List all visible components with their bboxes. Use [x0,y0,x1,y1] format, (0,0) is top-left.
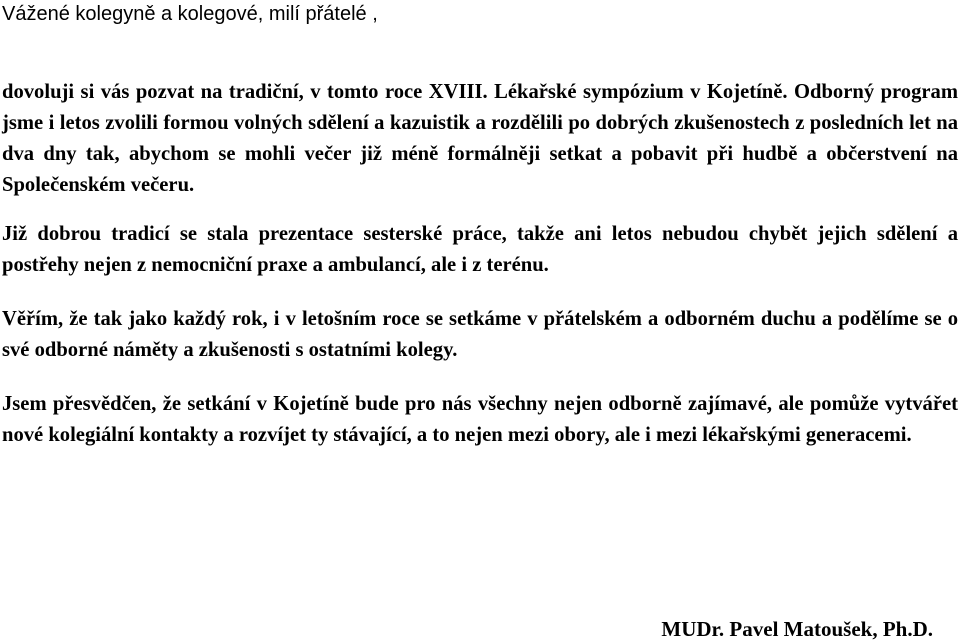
paragraph-nursing: Již dobrou tradicí se stala prezentace sesterské práce, takže ani letos nebudou chybět jejich sdělení a postřehy nejen z nemocniční praxe a ambulancí, ale i z terénu. [2,223,958,276]
signature: MUDr. Pavel Matoušek, Ph.D. [661,617,933,641]
paragraph-conviction: Jsem přesvědčen, že setkání v Kojetíně bude pro nás všechny nejen odborně zajímavé, ale pomůže vytvářet nové kolegiální kontakty a rozvíjet ty stávající, a to nejen mezi obory, ale i mezi lékařskými generacemi. [2,393,958,446]
paragraph-invitation: dovoluji si vás pozvat na tradiční, v tomto roce XVIII. Lékařské sympózium v Kojetíně. Odborný program jsme i letos zvolili formou volných sdělení a kazuistik a rozdělili po dobrých zkušenostech z posledních let na dva dny tak, abychom se mohli večer již méně formálněji setkat a pobavit při hudbě a občerstvení na Společenském večeru. [2,81,958,196]
greeting-line: Vážené kolegyně a kolegové, milí přátelé , [2,3,378,25]
paragraph-belief: Věřím, že tak jako každý rok, i v letošním roce se setkáme v přátelském a odborném duchu a podělíme se o své odborné náměty a zkušenosti s ostatními kolegy. [2,308,958,361]
